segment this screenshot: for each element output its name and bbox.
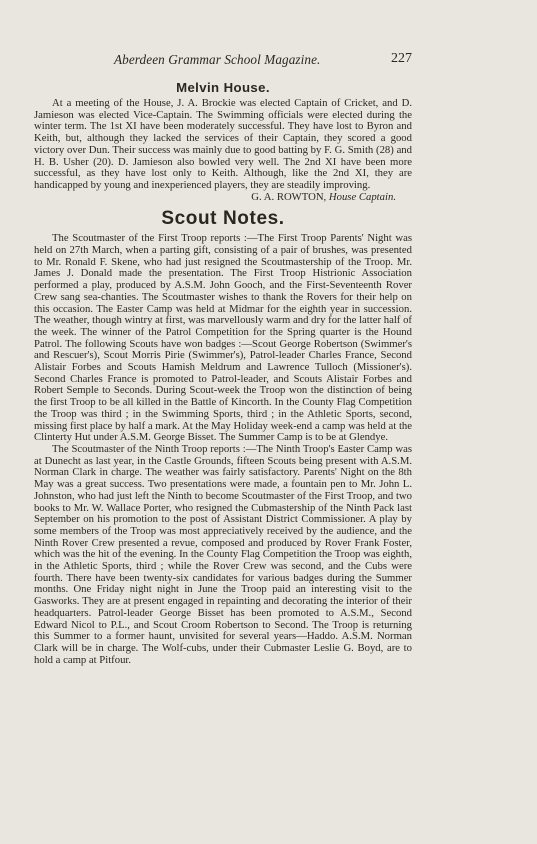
page-header (34, 50, 412, 70)
scout-notes-first-troop-paragraph: The Scoutmaster of the First Troop reports :—The First Troop Parents' Night was held on 27th March, when a parting gift, consisting of a pair of brushes, was presented to Mr. Ronald F. Skene, who had just resigned the Scoutmastership of the Troop. Mr. James J. Donald made the presentation. The First Troop Histrionic Association performed a play, produced by A.S.M. John Gooch, and the First-Seventeenth Rover Crew sang sea-chanties. The Scoutmaster wishes to thank the Rovers for their help on this occasion. The Easter Camp was held at Midmar for the eighth year in succession. The weather, though wintry at first, was marvellously warm and dry for the latter half of the week. The winner of the Patrol Competition for the Spring quarter is the Hound Patrol. The following Scouts have won badges :—Scout George Robertson (Swimmer's and Rescuer's), Scout Morris Pirie (Swimmer's), Patrol-leader Charles France, Second Alistair Forbes and Scouts Hamish Meldrum and Lawrence Tulloch (Missioner's). Second Charles France is promoted to Patrol-leader, and Scouts Alistair Forbes and Robert Semple to Seconds. During Scout-week the Troop won the distinction of being the first Troop to be all killed in the Battle of Kincorth. In the County Flag Competition the Troop was third ; in the Swimming Sports, third ; in the Athletic Sports, second, missing first place by half a mark. At the May Holiday week-end a camp was held at the Clinterty Hut under A.S.M. George Bisset. The Summer Camp is to be at Glendye. (34, 232, 412, 444)
signature-name: G. A. ROWTON, (251, 190, 327, 203)
article-body (34, 80, 412, 666)
melvin-house-paragraph: At a meeting of the House, J. A. Brockie was elected Captain of Cricket, and D. Jamieson was elected Vice-Captain. The Swimming officials were elected during the winter term. The 1st XI have been moderately successful. They have lost to Byron and Keith, but, although they lacked the services of their Captain, they scored a good victory over Dun. Their success was mainly due to good batting by F. G. Smith (28) and H. B. Usher (20). D. Jamieson also bowled very well. The 2nd XI have been more successful, as they have lost only to Keith. Although, like the 2nd XI, they are handicapped by young and inexperienced players, they are steadily improving. (34, 97, 412, 191)
running-title: Aberdeen Grammar School Magazine. (114, 52, 321, 67)
melvin-house-heading: Melvin House. (176, 80, 270, 95)
page-number: 227 (391, 51, 412, 66)
signature-role: House Captain. (328, 190, 396, 203)
scout-notes-heading: Scout Notes. (161, 208, 285, 230)
melvin-house-signature (34, 192, 396, 204)
scout-notes-ninth-troop-paragraph: The Scoutmaster of the Ninth Troop reports :—The Ninth Troop's Easter Camp was at Dunecht as last year, in the Castle Grounds, fifteen Scouts being present with A.S.M. Norman Clark in charge. The weather was fairly satisfactory. Parents' Night on the 8th May was a great success. Two presentations were made, a fountain pen to Mr. John L. Johnston, who had just left the Ninth to become Scoutmaster of the First Troop, and two books to Mr. W. Wallace Porter, who resigned the Cubmastership of the Ninth Pack last September on his promotion to the post of Assistant District Commissioner. A play by some members of the Troop was most appreciatively received by the audience, and the Ninth Rover Crew presented a revue, composed and produced by Rover Frank Foster, which was the hit of the evening. In the County Flag Competition the Troop was eighth, in the Athletic Sports, third ; while the Rover Crew was second, and the Cubs were fourth. There have been twenty-six candidates for various badges during the Summer months. One Friday night night in June the Troop paid an interesting visit to the Gasworks. They are at present engaged in repainting and decorating the interior of their headquarters. Patrol-leader George Bisset has been promoted to A.S.M., Second Edward Nicol to P.L., and Scout Croom Robertson to Second. The Troop is returning this Summer to a former haunt, unvisited for several years—Haddo. A.S.M. Norman Clark will be in charge. The Wolf-cubs, under their Cubmaster Leslie G. Boyd, are to hold a camp at Pitfour. (34, 442, 412, 666)
